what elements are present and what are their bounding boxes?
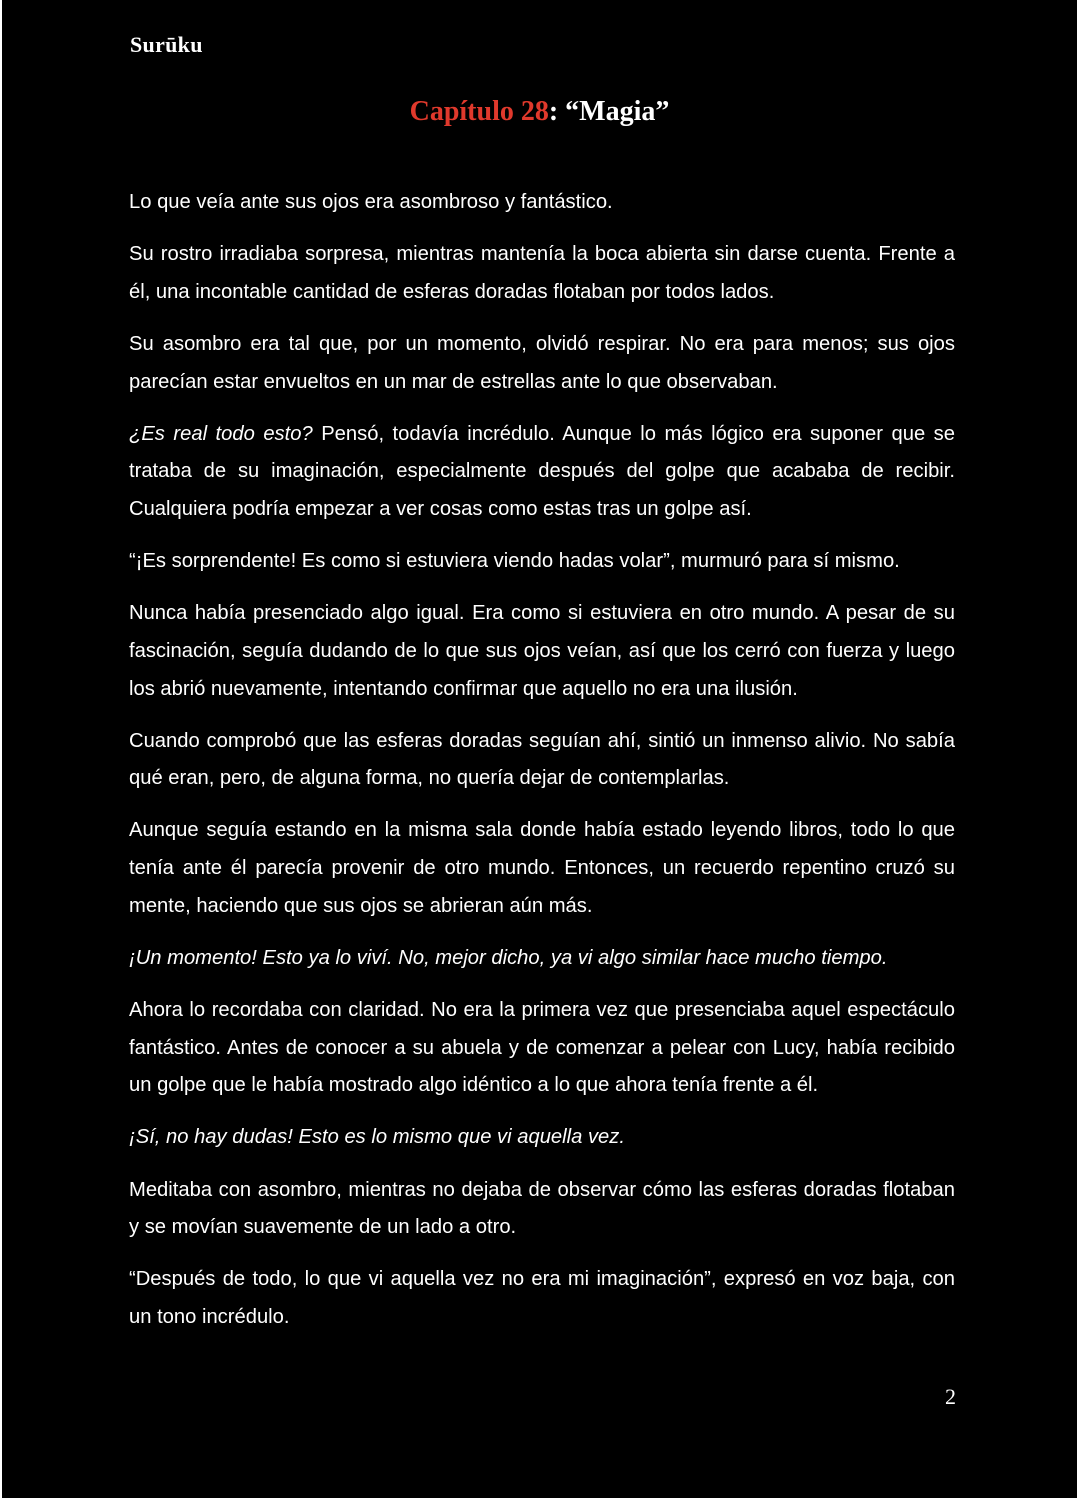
paragraph-dialogue: “¡Es sorprendente! Es como si estuviera viendo hadas volar”, murmuró para sí mismo.	[129, 550, 900, 573]
paragraph	[129, 543, 955, 581]
paragraph-text: Lo que veía ante sus ojos era asombroso y fantástico.	[129, 191, 613, 213]
page-number: 2	[945, 1384, 956, 1409]
paragraph	[129, 1119, 955, 1157]
running-header-author: Surūku	[130, 32, 203, 57]
chapter-number-label: Capítulo 28	[409, 96, 549, 127]
paragraph-thought: ¿Es real todo esto?	[129, 422, 313, 445]
paragraph-text: Nunca había presenciado algo igual. Era como si estuviera en otro mundo. A pesar de su fascinación, seguía dudando de lo que sus ojos veían, así que los cerró con fuerza y luego los abrió nuevamente, intentando confirmar que aquello no era una ilusión.	[129, 602, 955, 700]
paragraph-dialogue: “Después de todo, lo que vi aquella vez no era mi imaginación”, expresó en voz baja, con un tono incrédulo.	[129, 1268, 955, 1328]
paragraph-thought: ¡Sí, no hay dudas! Esto es lo mismo que vi aquella vez.	[129, 1126, 625, 1149]
chapter-title	[2, 96, 1077, 128]
paragraph-thought: ¡Un momento! Esto ya lo viví. No, mejor dicho, ya vi algo similar hace mucho tiempo.	[129, 946, 888, 969]
chapter-body	[129, 184, 955, 1351]
paragraph	[129, 812, 955, 925]
paragraph	[129, 416, 955, 529]
paragraph	[129, 940, 955, 978]
paragraph	[129, 236, 955, 311]
paragraph	[129, 1172, 955, 1247]
paragraph-text: Aunque seguía estando en la misma sala donde había estado leyendo libros, todo lo que tenía ante él parecía provenir de otro mundo. Entonces, un recuerdo repentino cruzó su mente, haciendo que sus ojos se abrieran aún más.	[129, 819, 955, 917]
paragraph	[129, 992, 955, 1105]
paragraph	[129, 723, 955, 798]
paragraph-text: Su rostro irradiaba sorpresa, mientras mantenía la boca abierta sin darse cuenta. Frente a él, una incontable cantidad de esferas doradas flotaban por todos lados.	[129, 243, 955, 303]
paragraph-text: Meditaba con asombro, mientras no dejaba de observar cómo las esferas doradas flotaban y se movían suavemente de un lado a otro.	[129, 1178, 955, 1239]
paragraph-text: Su asombro era tal que, por un momento, olvidó respirar. No era para menos; sus ojos parecían estar envueltos en un mar de estrellas ante lo que observaban.	[129, 332, 955, 393]
paragraph	[129, 595, 955, 708]
paragraph	[129, 326, 955, 401]
paragraph-text: Pensó, todavía incrédulo. Aunque lo más lógico era suponer que se trataba de su imaginación, especialmente después del golpe que acababa de recibir. Cualquiera podría empezar a ver cosas como estas tras un golpe así.	[129, 422, 955, 520]
paragraph	[129, 1261, 955, 1336]
paragraph-text: Ahora lo recordaba con claridad. No era la primera vez que presenciaba aquel espectáculo fantástico. Antes de conocer a su abuela y de comenzar a pelear con Lucy, había recibido un golpe que le había mostrado algo idéntico a lo que ahora tenía frente a él.	[129, 999, 955, 1097]
paragraph	[129, 184, 955, 222]
paragraph-text: Cuando comprobó que las esferas doradas seguían ahí, sintió un inmenso alivio. No sabía qué eran, pero, de alguna forma, no quería dejar de contemplarlas.	[129, 729, 955, 790]
chapter-name: : “Magia”	[548, 96, 670, 127]
document-page	[2, 0, 1077, 1498]
